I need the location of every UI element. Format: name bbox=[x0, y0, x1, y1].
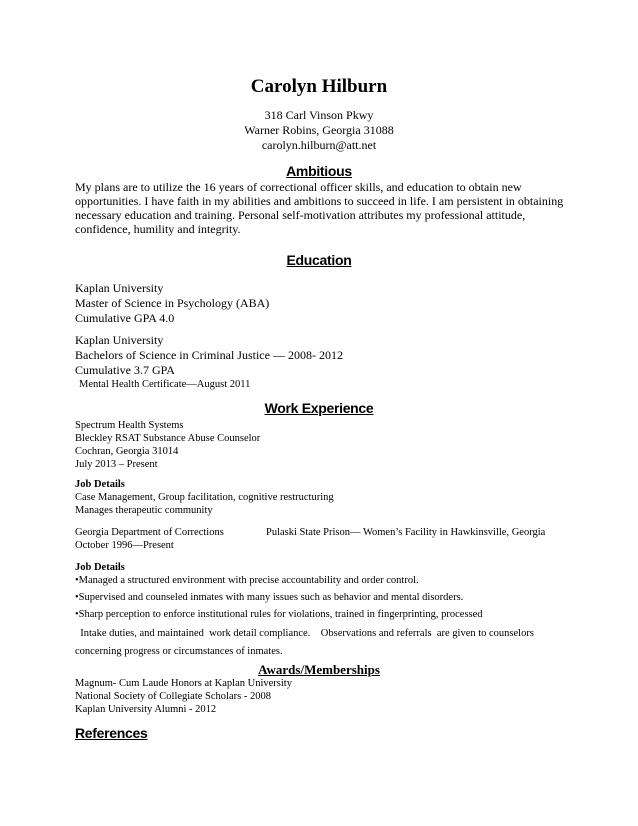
job2-details-heading: Job Details bbox=[75, 562, 125, 573]
job2-detail-4: Intake duties, and maintained work detail compliance. Observations and referrals are given to counselors bbox=[75, 628, 534, 639]
job1-detail-1: Case Management, Group facilitation, cognitive restructuring bbox=[75, 492, 334, 503]
job1-title: Bleckley RSAT Substance Abuse Counselor bbox=[75, 433, 261, 444]
job2-dates: October 1996—Present bbox=[75, 540, 174, 551]
job2-detail-1: •Managed a structured environment with precise accountability and order control. bbox=[75, 575, 419, 586]
award-item-2: National Society of Collegiate Scholars - 2008 bbox=[75, 691, 271, 702]
job1-detail-2: Manages therapeutic community bbox=[75, 505, 213, 516]
job1-details-heading: Job Details bbox=[75, 479, 125, 490]
ambitious-text: My plans are to utilize the 16 years of correctional officer skills, and education to obtain new opportunities. I have faith in my abilities and ambitions to succeed in life. I am persistent in obtaining necessary education and training. Personal self-motivation attributes my professional attitude, confidence, humility and integrity. bbox=[75, 180, 564, 236]
references-heading: References bbox=[75, 725, 148, 741]
education-1-gpa: Cumulative GPA 4.0 bbox=[75, 311, 175, 325]
job2-detail-2: •Supervised and counseled inmates with many issues such as behavior and mental disorders. bbox=[75, 592, 464, 603]
education-1-school: Kaplan University bbox=[75, 281, 164, 295]
award-item-3: Kaplan University Alumni - 2012 bbox=[75, 704, 217, 715]
job2-employer: Georgia Department of Corrections bbox=[75, 527, 224, 538]
address-line-2: Warner Robins, Georgia 31088 bbox=[244, 123, 394, 137]
address-line-1: 318 Carl Vinson Pkwy bbox=[264, 108, 374, 122]
education-2-certificate: Mental Health Certificate—August 2011 bbox=[79, 379, 251, 390]
job2-detail-5: concerning progress or circumstances of inmates. bbox=[75, 646, 283, 657]
education-2-degree: Bachelors of Science in Criminal Justice — 2008- 2012 bbox=[75, 348, 343, 362]
education-heading: Education bbox=[286, 252, 352, 268]
candidate-name: Carolyn Hilburn bbox=[250, 76, 388, 97]
award-item-1: Magnum- Cum Laude Honors at Kaplan University bbox=[75, 678, 292, 689]
job1-dates: July 2013 – Present bbox=[75, 459, 158, 470]
job1-location: Cochran, Georgia 31014 bbox=[75, 446, 179, 457]
awards-heading: Awards/Memberships bbox=[258, 662, 380, 677]
ambitious-heading: Ambitious bbox=[286, 163, 352, 179]
email-address: carolyn.hilburn@att.net bbox=[261, 138, 377, 152]
education-2-gpa: Cumulative 3.7 GPA bbox=[75, 363, 175, 377]
job1-employer: Spectrum Health Systems bbox=[75, 420, 184, 431]
job2-facility: Pulaski State Prison— Women’s Facility in Hawkinsville, Georgia bbox=[266, 527, 546, 538]
job2-detail-3: •Sharp perception to enforce institutional rules for violations, trained in fingerprinting, processed bbox=[75, 609, 483, 620]
education-2-school: Kaplan University bbox=[75, 333, 164, 347]
work-experience-heading: Work Experience bbox=[264, 400, 374, 416]
education-1-degree: Master of Science in Psychology (ABA) bbox=[75, 296, 270, 310]
